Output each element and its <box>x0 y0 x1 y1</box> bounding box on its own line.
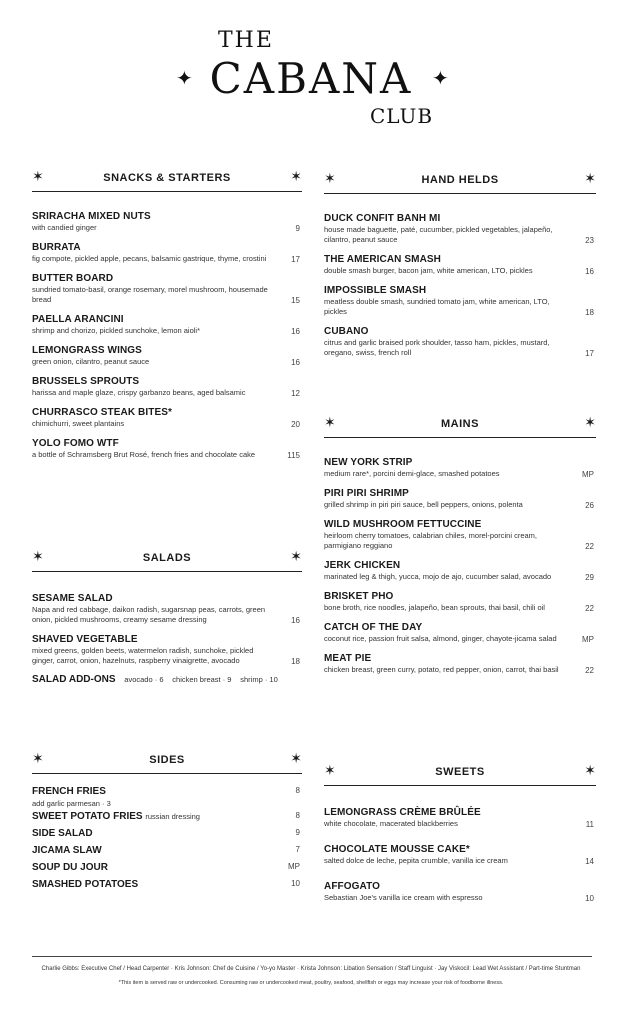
item-desc: a bottle of Schramsberg Brut Rosé, french fries and chocolate cake <box>32 450 256 459</box>
menu-item <box>32 375 302 398</box>
menu-item <box>32 592 302 625</box>
item-price: 11 <box>585 820 594 829</box>
sides-section <box>32 750 302 896</box>
item-name: SOUP DU JOUR <box>32 862 108 873</box>
item-desc: add garlic parmesan · 3 <box>32 799 111 808</box>
item-name: SESAME SALAD <box>32 593 113 604</box>
item-price: MP <box>582 470 594 479</box>
menu-item <box>324 880 596 903</box>
menu-item <box>324 621 596 644</box>
item-desc: harissa and maple glaze, crispy garbanzo beans, aged balsamic <box>32 388 246 397</box>
item-price: 22 <box>585 604 594 613</box>
side-item <box>32 862 302 879</box>
item-price: 22 <box>585 542 594 551</box>
item-name: BRUSSELS SPROUTS <box>32 376 140 387</box>
item-desc: with candied ginger <box>32 223 97 232</box>
menu-item <box>324 456 596 479</box>
star-icon: ✶ <box>584 414 596 430</box>
item-name: WILD MUSHROOM FETTUCCINE <box>324 519 482 530</box>
menu-item <box>324 806 596 829</box>
item-desc: house made baguette, paté, cucumber, pickled vegetables, jalapeño, cilantro, peanut sauce <box>324 225 553 244</box>
item-name: SRIRACHA MIXED NUTS <box>32 211 151 222</box>
star-icon: ✦ <box>176 66 193 90</box>
item-desc: shrimp and chorizo, pickled sunchoke, lemon aioli* <box>32 326 201 335</box>
item-inline-desc: russian dressing <box>145 812 200 821</box>
logo-club: CLUB <box>370 104 434 128</box>
item-price: 17 <box>585 349 594 358</box>
item-name: THE AMERICAN SMASH <box>324 254 441 265</box>
item-price: 9 <box>295 828 300 837</box>
star-icon: ✶ <box>324 762 336 778</box>
menu-item <box>324 212 596 245</box>
star-icon: ✶ <box>32 548 44 564</box>
section-title: SNACKS & STARTERS <box>103 172 231 184</box>
side-item <box>32 845 302 862</box>
section-title: SWEETS <box>435 766 485 778</box>
section-header <box>32 168 302 192</box>
side-item <box>32 828 302 845</box>
menu-item <box>324 325 596 358</box>
item-price: MP <box>288 862 300 871</box>
item-price: 14 <box>585 857 594 866</box>
item-price: 15 <box>291 296 300 305</box>
item-price: 16 <box>291 616 300 625</box>
mains-section <box>324 414 596 675</box>
section-title: MAINS <box>441 418 479 430</box>
star-icon: ✶ <box>32 168 44 184</box>
menu-item <box>324 518 596 551</box>
item-desc: citrus and garlic braised pork shoulder, tasso ham, pickles, mustard, oregano, swiss, french roll <box>324 338 550 357</box>
star-icon: ✶ <box>290 548 302 564</box>
star-icon: ✶ <box>324 414 336 430</box>
item-name: CUBANO <box>324 326 369 337</box>
item-name: PAELLA ARANCINI <box>32 314 124 325</box>
item-price: 18 <box>291 657 300 666</box>
item-desc: coconut rice, passion fruit salsa, almond, ginger, chayote-jicama salad <box>324 634 557 643</box>
menu-item <box>32 241 302 264</box>
menu-item <box>32 437 302 460</box>
side-item <box>32 879 302 896</box>
item-desc: marinated leg & thigh, yucca, mojo de ajo, cucumber salad, avocado <box>324 572 552 581</box>
item-price: 8 <box>295 811 300 820</box>
section-header <box>324 170 596 194</box>
item-name: JICAMA SLAW <box>32 845 102 856</box>
star-icon: ✶ <box>324 170 336 186</box>
item-price: 20 <box>291 420 300 429</box>
salads-section <box>32 548 302 685</box>
item-price: 16 <box>291 327 300 336</box>
item-desc: fig compote, pickled apple, pecans, balsamic gastrique, thyme, crostini <box>32 254 267 263</box>
item-desc: green onion, cilantro, peanut sauce <box>32 357 150 366</box>
side-item <box>32 786 302 803</box>
item-price: 9 <box>295 224 300 233</box>
item-name: BUTTER BOARD <box>32 273 114 284</box>
menu-item <box>324 559 596 582</box>
star-icon: ✶ <box>32 750 44 766</box>
item-price: 115 <box>287 451 300 460</box>
menu-item <box>324 652 596 675</box>
item-desc: white chocolate, macerated blackberries <box>324 819 458 828</box>
item-desc: medium rare*, porcini demi-glace, smashed potatoes <box>324 469 500 478</box>
item-desc: Sebastian Joe's vanilla ice cream with espresso <box>324 893 483 902</box>
item-name: SIDE SALAD <box>32 828 93 839</box>
addons-label: SALAD ADD-ONS <box>32 674 116 685</box>
item-desc: bone broth, rice noodles, jalapeño, bean sprouts, thai basil, chili oil <box>324 603 545 612</box>
star-icon: ✶ <box>290 168 302 184</box>
item-name: CHOCOLATE MOUSSE CAKE* <box>324 844 470 855</box>
star-icon: ✦ <box>432 66 449 90</box>
menu-item <box>324 590 596 613</box>
star-icon: ✶ <box>290 750 302 766</box>
item-desc: heirloom cherry tomatoes, calabrian chiles, morel-porcini cream, parmigiano reggiano <box>324 531 537 550</box>
item-price: 12 <box>291 389 300 398</box>
section-title: HAND HELDS <box>421 174 499 186</box>
item-name: NEW YORK STRIP <box>324 457 413 468</box>
side-item <box>32 811 302 828</box>
item-desc: salted dolce de leche, pepita crumble, vanilla ice cream <box>324 856 508 865</box>
item-price: 8 <box>295 786 300 795</box>
item-desc: chicken breast, green curry, potato, red pepper, onion, carrot, thai basil <box>324 665 559 674</box>
item-name: JERK CHICKEN <box>324 560 401 571</box>
item-name: CHURRASCO STEAK BITES* <box>32 407 172 418</box>
section-header <box>324 762 596 786</box>
menu-item <box>32 313 302 336</box>
item-desc: meatless double smash, sundried tomato jam, white american, LTO, pickles <box>324 297 550 316</box>
addon-option: chicken breast · 9 <box>172 675 232 684</box>
star-icon: ✶ <box>584 170 596 186</box>
item-name: MEAT PIE <box>324 653 372 664</box>
item-name: LEMONGRASS CRÈME BRÛLÉE <box>324 807 481 818</box>
logo-cabana: CABANA <box>209 54 413 103</box>
sweets-section <box>324 762 596 903</box>
item-price: 26 <box>585 501 594 510</box>
section-title: SIDES <box>149 754 185 766</box>
star-icon: ✶ <box>584 762 596 778</box>
section-header <box>32 750 302 774</box>
item-name: FRENCH FRIES <box>32 786 106 797</box>
item-name: SWEET POTATO FRIES <box>32 811 143 822</box>
item-desc: grilled shrimp in piri piri sauce, bell peppers, onions, polenta <box>324 500 523 509</box>
menu-item <box>32 406 302 429</box>
item-desc: mixed greens, golden beets, watermelon radish, sunchoke, pickled ginger, carrot, onion, hazelnuts, raspberry vinaigrette, avocado <box>32 646 254 665</box>
item-name: IMPOSSIBLE SMASH <box>324 285 427 296</box>
item-name: LEMONGRASS WINGS <box>32 345 142 356</box>
item-price: 22 <box>585 666 594 675</box>
menu-item <box>324 284 596 317</box>
addon-option: shrimp · 10 <box>240 675 278 684</box>
item-desc: sundried tomato-basil, orange rosemary, morel mushroom, housemade bread <box>32 285 268 304</box>
logo-the: THE <box>218 28 274 53</box>
menu-item <box>32 633 302 666</box>
item-name: PIRI PIRI SHRIMP <box>324 488 409 499</box>
menu-item <box>324 487 596 510</box>
item-desc: double smash burger, bacon jam, white american, LTO, pickles <box>324 266 533 275</box>
item-price: 16 <box>585 267 594 276</box>
item-name: CATCH OF THE DAY <box>324 622 423 633</box>
item-name: BURRATA <box>32 242 81 253</box>
item-name: AFFOGATO <box>324 881 380 892</box>
item-name: BRISKET PHO <box>324 591 394 602</box>
item-price: 10 <box>291 879 300 888</box>
handhelds-section <box>324 170 596 358</box>
menu-item <box>324 253 596 276</box>
item-price: 23 <box>585 236 594 245</box>
salad-addons <box>32 674 302 685</box>
footer-divider <box>32 956 592 957</box>
menu-item <box>324 843 596 866</box>
item-name: SHAVED VEGETABLE <box>32 634 138 645</box>
staff-credits: Charlie Gibbs: Executive Chef / Head Carpenter · Kris Johnson: Chef de Cuisine / Yo-yo Master · Krista Johnson: Libation Sensation / Staff Linguist · Jay Viskocil: Lead Wet Assistant / Part-time Stuntman <box>41 966 581 972</box>
snacks-section <box>32 168 302 460</box>
section-header <box>32 548 302 572</box>
item-price: MP <box>582 635 594 644</box>
item-price: 16 <box>291 358 300 367</box>
section-title: SALADS <box>142 552 192 564</box>
item-price: 10 <box>585 894 594 903</box>
item-price: 7 <box>295 845 300 854</box>
item-desc: Napa and red cabbage, daikon radish, sugarsnap peas, carrots, green onion, pickled mushrooms, creamy sesame dressing <box>32 605 266 624</box>
item-price: 17 <box>291 255 300 264</box>
item-name: YOLO FOMO WTF <box>32 438 119 449</box>
menu-item <box>32 272 302 305</box>
menu-item <box>32 210 302 233</box>
section-header <box>324 414 596 438</box>
item-desc: chimichurri, sweet plantains <box>32 419 125 428</box>
menu-item <box>32 344 302 367</box>
item-price: 29 <box>585 573 594 582</box>
addon-option: avocado · 6 <box>124 675 164 684</box>
item-price: 18 <box>585 308 594 317</box>
item-name: DUCK CONFIT BANH MI <box>324 213 441 224</box>
raw-food-disclaimer: *This item is served raw or undercooked. Consuming raw or undercooked meat, poultry, seafood, shellfish or eggs may increase your risk of foodborne illness. <box>118 980 504 986</box>
item-name: SMASHED POTATOES <box>32 879 139 890</box>
